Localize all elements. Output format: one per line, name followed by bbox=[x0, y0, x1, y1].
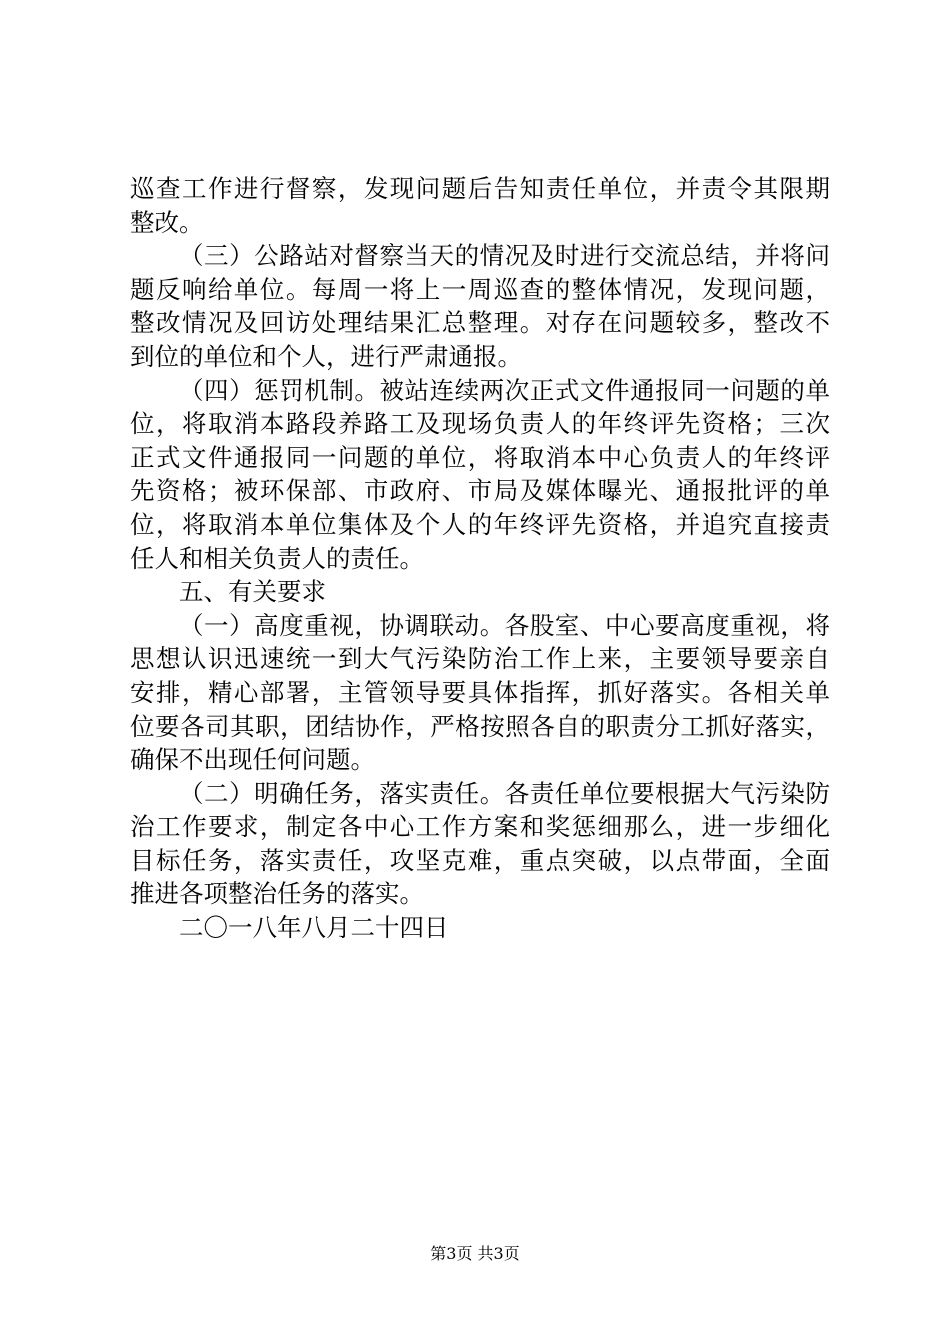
text-line: （三）公路站对督察当天的情况及时进行交流总结，并将问 bbox=[179, 241, 830, 271]
text-line: （四）惩罚机制。被站连续两次正式文件通报同一问题的单 bbox=[179, 375, 830, 405]
text-line: 确保不出现任何问题。 bbox=[130, 745, 375, 775]
text-line: 巡查工作进行督察，发现问题后告知责任单位，并责令其限期 bbox=[130, 174, 830, 203]
text-line: 到位的单位和个人，进行严肃通报。 bbox=[130, 341, 522, 371]
text-line: 题反响给单位。每周一将上一周巡查的整体情况，发现问题， bbox=[130, 274, 830, 304]
text-line: 任人和相关负责人的责任。 bbox=[130, 543, 424, 573]
section-heading: 五、有关要求 bbox=[179, 577, 326, 607]
text-line: 思想认识迅速统一到大气污染防治工作上来，主要领导要亲自 bbox=[130, 644, 830, 674]
text-line: 位，将取消本路段养路工及现场负责人的年终评先资格；三次 bbox=[130, 409, 830, 439]
text-line: 安排，精心部署，主管领导要具体指挥，抓好落实。各相关单 bbox=[130, 677, 830, 707]
text-line: （一）高度重视，协调联动。各股室、中心要高度重视，将 bbox=[179, 610, 830, 640]
text-line: 目标任务，落实责任，攻坚克难，重点突破，以点带面，全面 bbox=[130, 845, 830, 875]
text-line: 正式文件通报同一问题的单位，将取消本中心负责人的年终评 bbox=[130, 442, 830, 472]
text-line: 治工作要求，制定各中心工作方案和奖惩细那么，进一步细化 bbox=[130, 812, 830, 842]
text-line: 位要各司其职，团结协作，严格按照各自的职责分工抓好落实， bbox=[130, 711, 830, 741]
text-line: 整改。 bbox=[130, 207, 204, 237]
text-line: 整改情况及回访处理结果汇总整理。对存在问题较多，整改不 bbox=[130, 308, 830, 338]
text-line: 位，将取消本单位集体及个人的年终评先资格，并追究直接责 bbox=[130, 509, 830, 539]
document-date: 二〇一八年八月二十四日 bbox=[179, 913, 449, 943]
text-line: （二）明确任务，落实责任。各责任单位要根据大气污染防 bbox=[179, 778, 830, 808]
text-line: 推进各项整治任务的落实。 bbox=[130, 879, 424, 909]
document-body bbox=[130, 172, 830, 945]
page-number: 第3页 共3页 bbox=[430, 1244, 520, 1263]
text-line: 先资格；被环保部、市政府、市局及媒体曝光、通报批评的单 bbox=[130, 476, 830, 506]
